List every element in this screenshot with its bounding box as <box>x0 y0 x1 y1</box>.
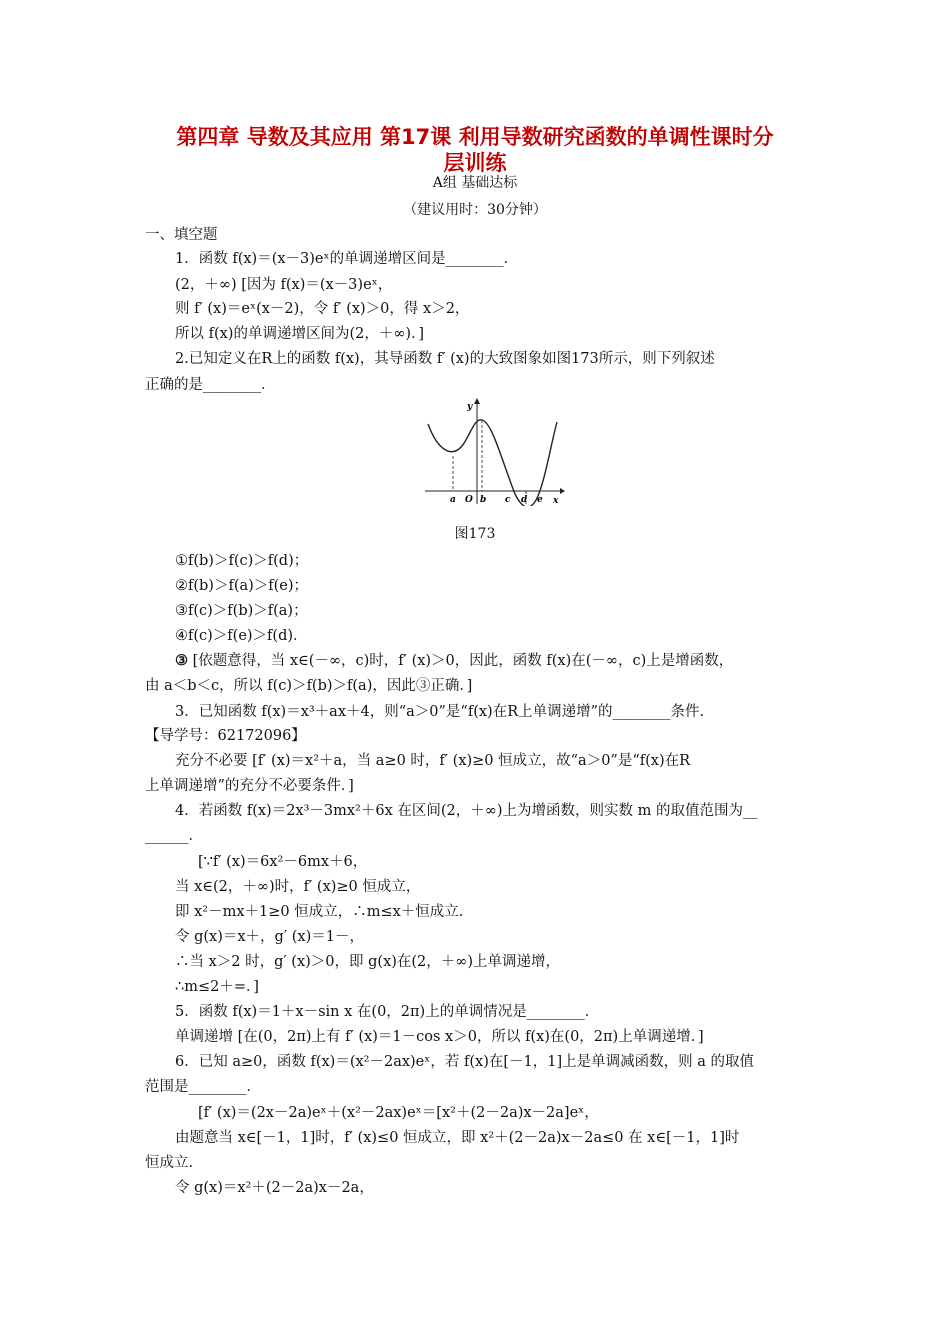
time-note: （建议用时：30分钟） <box>403 202 547 218</box>
answer-1-line-1: (2，＋∞) [因为 f(x)＝(x－3)eˣ， <box>175 277 393 293</box>
answer-6-line-4: 令 g(x)＝x²＋(2－2a)x－2a， <box>175 1180 374 1196</box>
answer-6-line-2: 由题意当 x∈[－1，1]时，f′ (x)≤0 恒成立，即 x²＋(2－2a)x－2a≤0 在 x∈[－1，1]时 <box>175 1130 740 1146</box>
answer-marker: ③ <box>175 652 188 669</box>
answer-3-line-2: 上单调递增”的充分不必要条件．] <box>145 778 354 794</box>
label-o: O <box>465 495 473 505</box>
answer-2-text: [依题意得，当 x∈(－∞，c)时，f′ (x)＞0，因此，函数 f(x)在(－∞，c)上是增函数， <box>188 653 734 669</box>
question-3: 3．已知函数 f(x)＝x³＋ax＋4，则“a＞0”是“f(x)在R上单调递增”的________条件. <box>175 704 705 720</box>
answer-6-line-1: [f′ (x)＝(2x－2a)eˣ＋(x²－2ax)eˣ＝[x²＋(2－2a)x－2a]eˣ， <box>198 1105 599 1121</box>
label-b: b <box>480 495 487 505</box>
answer-4-line-3: 即 x²－mx＋1≥0 恒成立，∴m≤x＋恒成立. <box>175 904 464 920</box>
answer-2-line-2: 由 a＜b＜c，所以 f(c)＞f(b)＞f(a)，因此③正确．] <box>145 678 473 694</box>
y-axis-arrow <box>474 398 480 404</box>
option-2: ②f(b)＞f(a)＞f(e)； <box>175 578 309 594</box>
answer-3-line-1: 充分不必要 [f′ (x)＝x²＋a，当 a≥0 时，f′ (x)≥0 恒成立，故“a＞0”是“f(x)在R <box>175 753 691 769</box>
answer-1-line-3: 所以 f(x)的单调递增区间为(2，＋∞)．] <box>175 326 424 342</box>
label-a: a <box>450 495 456 505</box>
question-6-line-2: 范围是________． <box>145 1079 261 1095</box>
question-1: 1．函数 f(x)＝(x－3)eˣ的单调递增区间是________． <box>175 251 519 267</box>
question-2-line-2: 正确的是________． <box>145 377 276 393</box>
label-d: d <box>521 495 528 505</box>
label-e: e <box>537 495 543 505</box>
label-c: c <box>505 495 511 505</box>
guide-number: 【导学号：62172096】 <box>145 728 306 744</box>
option-4: ④f(c)＞f(e)＞f(d)． <box>175 628 308 644</box>
question-6-line-1: 6．已知 a≥0，函数 f(x)＝(x²－2ax)eˣ，若 f(x)在[－1，1]上是单调减函数，则 a 的取值 <box>175 1054 754 1070</box>
figure-caption: 图173 <box>454 526 496 542</box>
title-line-2: 层训练 <box>443 151 507 175</box>
answer-4-line-1: [∵f′ (x)＝6x²－6mx＋6， <box>198 854 368 870</box>
option-3: ③f(c)＞f(b)＞f(a)； <box>175 603 308 619</box>
x-label: x <box>553 496 559 506</box>
answer-4-line-5: ∴当 x＞2 时，g′ (x)＞0，即 g(x)在(2，＋∞)上单调递增， <box>175 954 561 970</box>
answer-4-line-6: ∴m≤2＋=．] <box>175 979 259 995</box>
answer-1-line-2: 则 f′ (x)＝eˣ(x－2)，令 f′ (x)＞0，得 x＞2， <box>175 301 470 317</box>
answer-5: 单调递增 [在(0，2π)上有 f′ (x)＝1－cos x＞0，所以 f(x)在(0，2π)上单调递增．] <box>175 1029 704 1045</box>
question-2-line-1: 2.已知定义在R上的函数 f(x)，其导函数 f′ (x)的大致图象如图173所示，则下列叙述 <box>175 351 715 367</box>
question-5: 5．函数 f(x)＝1＋x－sin x 在(0，2π)上的单调情况是________． <box>175 1004 600 1020</box>
option-1: ①f(b)＞f(c)＞f(d)； <box>175 553 309 569</box>
answer-6-line-3: 恒成立. <box>145 1155 194 1171</box>
group-heading: A组 基础达标 <box>432 175 518 191</box>
x-axis-arrow <box>560 488 565 494</box>
answer-2-line-1 <box>175 652 815 670</box>
question-4-line-1: 4．若函数 f(x)＝2x³－3mx²＋6x 在区间(2，＋∞)上为增函数，则实数 m 的取值范围为__ <box>175 803 758 819</box>
page-title <box>130 124 820 176</box>
answer-4-line-4: 令 g(x)＝x＋，g′ (x)＝1－， <box>175 929 364 945</box>
y-label: y <box>467 402 473 412</box>
derivative-curve <box>428 420 557 506</box>
answer-4-line-2: 当 x∈(2，＋∞)时，f′ (x)≥0 恒成立， <box>175 879 421 895</box>
title-line-1: 第四章 导数及其应用 第17课 利用导数研究函数的单调性课时分 <box>176 125 774 149</box>
derivative-graph-figure <box>420 396 565 506</box>
section-heading: 一、填空题 <box>145 227 218 243</box>
question-4-line-2: ______． <box>145 828 203 844</box>
